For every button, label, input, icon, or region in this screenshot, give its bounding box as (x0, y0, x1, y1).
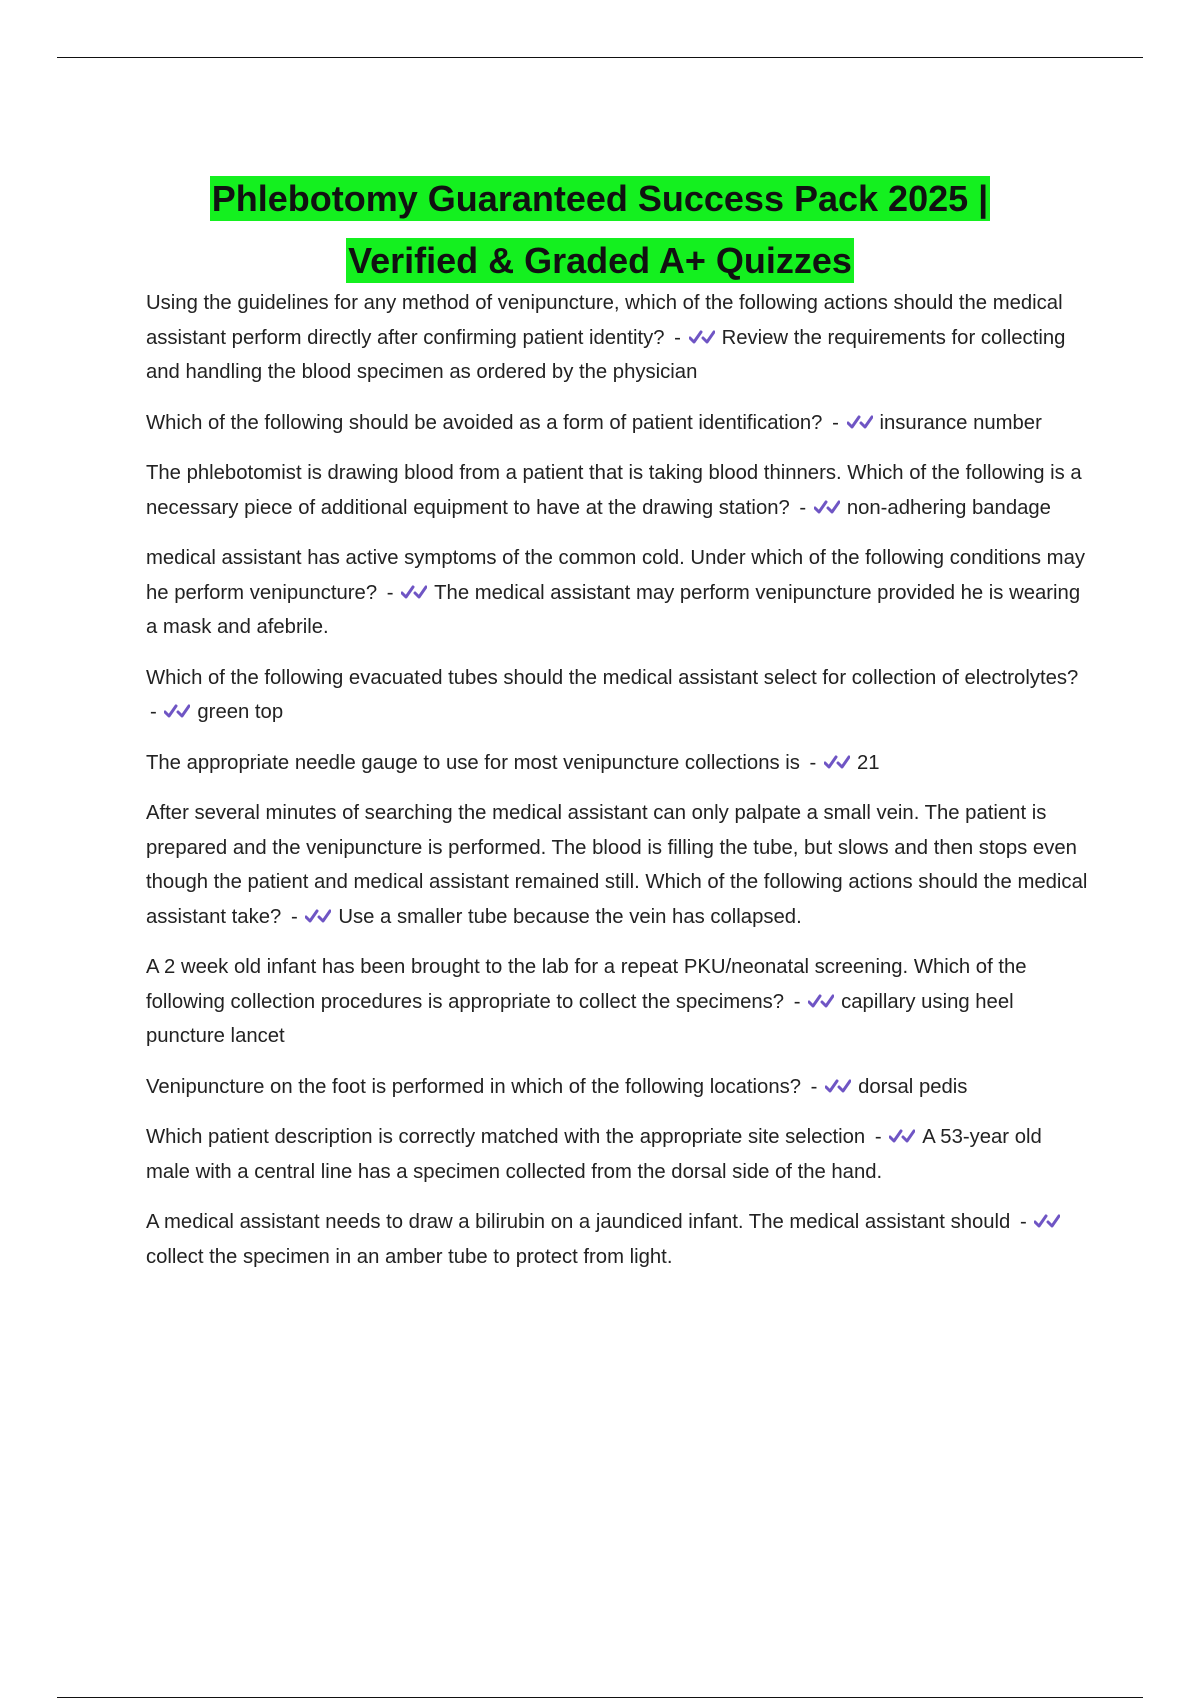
qa-item (146, 1205, 1091, 1274)
answer-separator: - (832, 411, 839, 434)
question-text: The phlebotomist is drawing blood from a patient that is taking blood thinners. Which of the following is a necessary piece of additional equipment to have at the drawing station? (146, 462, 1082, 519)
question-text: medical assistant has active symptoms of the common cold. Under which of the following conditions may he perform venipuncture? (146, 547, 1085, 604)
question-text: Which of the following should be avoided as a form of patient identification? (146, 411, 823, 434)
page-title (100, 168, 1100, 292)
answer-text: non-adhering bandage (846, 496, 1051, 519)
question-text: A medical assistant needs to draw a bilirubin on a jaundiced infant. The medical assistant should (146, 1211, 1011, 1233)
qa-item (146, 286, 1091, 390)
qa-item (146, 406, 1091, 441)
title-line-2: Verified & Graded A+ Quizzes (348, 240, 852, 282)
question-text: Which of the following evacuated tubes should the medical assistant select for collection of electrolytes? (146, 666, 1079, 689)
double-checkmark-icon (847, 412, 873, 432)
answer-text: insurance number (879, 411, 1042, 434)
double-checkmark-icon (164, 701, 190, 721)
header-rule (57, 57, 1143, 58)
title-line-1: Phlebotomy Guaranteed Success Pack 2025 | (211, 178, 989, 220)
answer-separator: - (799, 496, 807, 519)
double-checkmark-icon (1034, 1211, 1060, 1231)
answer-text: capillary using heel puncture lancet (146, 990, 1014, 1047)
question-list (146, 286, 1091, 1290)
answer-text: Review the requirements for collecting and handling the blood specimen as ordered by the physician (146, 326, 1066, 383)
double-checkmark-icon (814, 497, 840, 517)
question-text: Using the guidelines for any method of venipuncture, which of the following actions should the medical assistant perform directly after confirming patient identity? (146, 292, 1063, 349)
qa-item (146, 1120, 1091, 1189)
answer-separator: - (150, 701, 157, 723)
double-checkmark-icon (889, 1126, 915, 1146)
double-checkmark-icon (401, 582, 427, 602)
qa-item (146, 456, 1091, 525)
double-checkmark-icon (305, 906, 331, 926)
answer-separator: - (1019, 1211, 1027, 1233)
qa-item (146, 950, 1091, 1054)
answer-separator: - (874, 1126, 882, 1148)
answer-text: The medical assistant may perform venipuncture provided he is wearing a mask and afebrile. (146, 581, 1081, 638)
footer-rule (57, 1697, 1143, 1698)
double-checkmark-icon (825, 1076, 851, 1096)
double-checkmark-icon (808, 991, 834, 1011)
answer-separator: - (810, 1075, 818, 1098)
qa-item (146, 796, 1091, 934)
answer-text: collect the specimen in an amber tube to protect from light. (146, 1245, 673, 1268)
answer-separator: - (290, 905, 298, 928)
answer-separator: - (809, 751, 817, 774)
double-checkmark-icon (689, 327, 715, 347)
question-text: Venipuncture on the foot is performed in which of the following locations? (146, 1075, 802, 1098)
answer-text: dorsal pedis (858, 1075, 968, 1098)
qa-item (146, 1070, 1091, 1105)
qa-item (146, 541, 1091, 645)
answer-text: 21 (856, 751, 880, 774)
question-text: After several minutes of searching the medical assistant can only palpate a small vein. The patient is prepared and the venipuncture is performed. The blood is filling the tube, but slows and then stops even though the patient and medical assistant remained still. Which of the following actions should the medical assistant take? (146, 802, 1088, 928)
answer-separator: - (674, 326, 681, 349)
qa-item (146, 746, 1091, 781)
double-checkmark-icon (824, 752, 850, 772)
question-text: The appropriate needle gauge to use for most venipuncture collections is (146, 751, 800, 774)
question-text: Which patient description is correctly matched with the appropriate site selection (146, 1126, 866, 1148)
answer-text: A 53-year old male with a central line has a specimen collected from the dorsal side of the hand. (146, 1126, 1042, 1183)
qa-item (146, 661, 1091, 730)
answer-separator: - (386, 581, 394, 604)
answer-text: green top (197, 701, 284, 723)
question-text: A 2 week old infant has been brought to the lab for a repeat PKU/neonatal screening. Which of the following collection procedures is appropriate to collect the specimens? (146, 956, 1027, 1013)
answer-text: Use a smaller tube because the vein has collapsed. (338, 905, 802, 928)
answer-separator: - (793, 990, 801, 1013)
